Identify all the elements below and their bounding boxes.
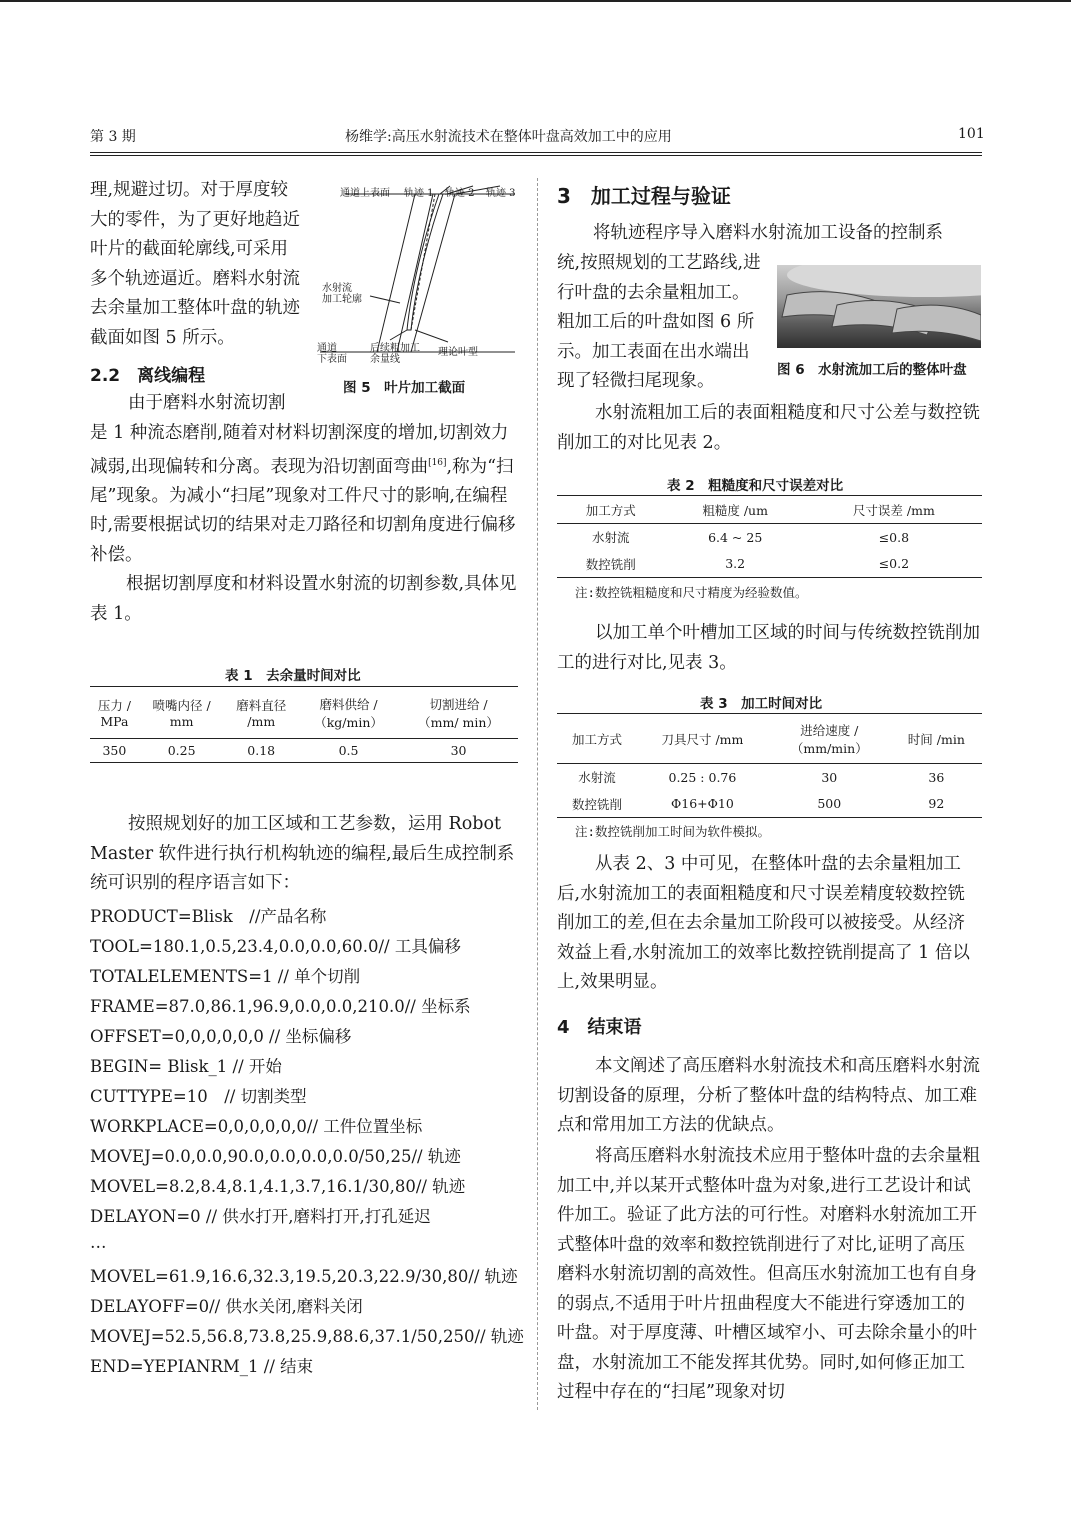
code-line: PRODUCT=Blisk //产品名称: [90, 907, 327, 926]
table-row: [557, 764, 982, 791]
table-row: [557, 791, 982, 818]
table1-header-nozzle: 喷嘴内径 / mm: [152, 698, 211, 729]
paragraph-4b: 将高压磨料水射流技术应用于整体叶盘的去余量粗加工中,并以某开式整体叶盘为对象,进行工艺设计和试件加工。验证了此方法的可行性。对磨料水射流加工开式整体叶盘的效率和数控铣削进行了对比,证明了高压磨料水射流切割的高效性。但高压水射流加工也有自身的弱点,不适用于叶片扭曲程度大不能进行穿透加工的叶盘。对于厚度薄、叶槽区域窄小、可去除余量小的叶盘，水射流加工不能发挥其优势。同时,如何修正加工过程中存在的“扫尾”现象对切: [557, 1146, 980, 1402]
code-line: CUTTYPE=10 // 切割类型: [90, 1087, 307, 1106]
code-line: WORKPLACE=0,0,0,0,0,0// 工件位置坐标: [90, 1117, 423, 1136]
table3-header-time: 时间 /min: [907, 731, 965, 747]
table-cell: 500: [817, 796, 842, 812]
table2-header-size-error: 尺寸误差 /mm: [852, 502, 935, 518]
running-title: 杨维学:高压水射流技术在整体叶盘高效加工中的应用: [345, 129, 672, 145]
code-line: …: [90, 1233, 107, 1252]
section-3-heading: 3 加工过程与验证: [557, 184, 731, 208]
table-row: [557, 551, 982, 578]
code-line: MOVEJ=52.5,56.8,73.8,25.9,88.6,37.1/50,250// 轨迹: [90, 1327, 524, 1346]
code-line: MOVEL=61.9,16.6,32.3,19.5,20.3,22.9/30,80// 轨迹: [90, 1267, 518, 1286]
table-3: [557, 713, 982, 818]
header-rule: [90, 152, 982, 153]
table-cell: 0.25: [167, 743, 196, 758]
section-2-2-heading: 2.2 离线编程: [90, 366, 206, 386]
code-line: FRAME=87.0,86.1,96.9,0.0,0.0,210.0// 坐标系: [90, 997, 471, 1016]
code-line: BEGIN= Blisk_1 // 开始: [90, 1057, 282, 1076]
table-cell: 水射流: [578, 770, 616, 786]
table3-header-feed: 进给速度 / （mm/min）: [790, 722, 868, 756]
table-cell: ≤0.8: [878, 529, 910, 545]
table-1: [90, 686, 518, 763]
table-row: [557, 524, 982, 551]
code-line: END=YEPIANRM_1 // 结束: [90, 1357, 314, 1376]
table2-header-method: 加工方式: [585, 502, 636, 518]
paragraph-3a-line1: 将轨迹程序导入磨料水射流加工设备的控制系: [593, 223, 943, 243]
table-cell: 数控铣削: [571, 796, 622, 812]
column-divider: [537, 178, 538, 1410]
paragraph-2-2a-start: 由于磨料水射流切割: [128, 393, 286, 413]
table-cell: 0.25 : 0.76: [668, 769, 737, 785]
table-cell: 30: [821, 769, 838, 785]
table-2: [557, 495, 982, 578]
fig5-label-margin: 后续粗加工 余量线: [370, 343, 420, 365]
table-cell: 92: [928, 796, 945, 812]
paragraph-4a: 本文阐述了高压磨料水射流技术和高压磨料水射流切割设备的原理，分析了整体叶盘的结构特点、加工难点和常用加工方法的优缺点。: [557, 1056, 980, 1135]
paragraph-intro: 理,规避过切。对于厚度较大的零件，为了更好地趋近叶片的截面轮廓线,可采用多个轨迹逼近。磨料水射流去余量加工整体叶盘的轨迹截面如图 5 所示。: [90, 180, 300, 348]
table2-header-roughness: 粗糙度 /um: [702, 502, 768, 518]
table-cell: 3.2: [725, 556, 746, 572]
code-line: DELAYON=0 // 供水打开,磨料打开,打孔延迟: [90, 1207, 431, 1226]
table-cell: 350: [102, 743, 127, 758]
table-cell: 水射流: [592, 530, 630, 546]
table3-note: 注:数控铣削加工时间为软件模拟。: [575, 824, 771, 839]
fig5-label-contour: 水射流 加工轮廓: [322, 283, 362, 305]
top-border: [0, 0, 1071, 2]
code-line: TOTALELEMENTS=1 // 单个切削: [90, 967, 361, 986]
table3-caption: 表 3 加工时间对比: [700, 696, 823, 712]
table-cell: 6.4 ~ 25: [708, 529, 763, 545]
section-4-heading: 4 结束语: [557, 1017, 642, 1038]
fig5-caption: 图 5 叶片加工截面: [343, 380, 466, 396]
figure-5-blade-section: [315, 180, 520, 365]
code-line: MOVEJ=0.0,0.0,90.0,0.0,0.0,0.0/50,25// 轨迹: [90, 1147, 461, 1166]
table-row: [90, 739, 518, 763]
table-cell: 36: [928, 769, 945, 785]
code-line: OFFSET=0,0,0,0,0,0 // 坐标偏移: [90, 1027, 352, 1046]
table-cell: 数控铣削: [585, 556, 636, 572]
code-line: DELAYOFF=0// 供水关闭,磨料关闭: [90, 1297, 363, 1316]
table2-caption: 表 2 粗糙度和尺寸误差对比: [667, 478, 844, 494]
fig5-label-bottom: 通道 下表面: [317, 343, 347, 365]
paragraph-3b: 水射流粗加工后的表面粗糙度和尺寸公差与数控铣削加工的对比见表 2。: [557, 403, 980, 453]
table-cell: 0.5: [338, 743, 359, 758]
fig5-label-track2: 轨迹 2: [445, 188, 475, 199]
table1-header-pressure: 压力 / MPa: [97, 698, 131, 729]
table-cell: 0.18: [247, 743, 276, 758]
table3-header-tool-size: 刀具尺寸 /mm: [661, 731, 744, 747]
fig5-label-track1: 轨迹 1: [404, 188, 434, 199]
paragraph-2-2b: 根据切割厚度和材料设置水射流的切割参数,具体见表 1。: [90, 574, 517, 624]
paragraph-2-2a: 是 1 种流态磨削,随着对材料切割深度的增加,切割效力减弱,出现偏转和分离。表现为沿切割面弯曲[16],称为“扫尾”现象。为减小“扫尾”现象对工件尺寸的影响,在编程时,需要根据试切的结果对走刀路径和切割角度进行偏移补偿。: [90, 423, 516, 565]
paragraph-robot-master: 按照规划好的加工区域和工艺参数，运用 Robot Master 软件进行执行机构轨迹的编程,最后生成控制系统可识别的程序语言如下：: [90, 814, 515, 893]
table1-header-cut-feed: 切割进给 / （mm/ min）: [418, 696, 499, 730]
code-line: TOOL=180.1,0.5,23.4,0.0,0.0,60.0// 工具偏移: [90, 937, 461, 956]
fig5-label-top-surface: 通道上表面: [340, 188, 390, 199]
table1-header-abrasive-size: 磨料直径 /mm: [236, 698, 287, 729]
table1-caption: 表 1 去余量时间对比: [225, 668, 361, 684]
paragraph-3d: 从表 2、3 中可见，在整体叶盘的去余量粗加工后,水射流加工的表面粗糙度和尺寸误差精度较数控铣削加工的差,但在去余量加工阶段可以被接受。从经济效益上看,水射流加工的效率比数控铣削提高了 1 倍以上,效果明显。: [557, 854, 970, 992]
fig5-label-profile: 理论叶型: [438, 347, 478, 358]
paragraph-3c: 以加工单个叶槽加工区域的时间与传统数控铣削加工的进行对比,见表 3。: [557, 623, 980, 673]
table-cell: ≤0.2: [878, 556, 910, 572]
table-cell: 30: [450, 743, 467, 758]
page-number: 101: [958, 126, 985, 142]
header-rule-thin: [90, 155, 982, 156]
table1-header-abrasive-feed: 磨料供给 / （kg/min）: [314, 696, 383, 730]
table2-note: 注:数控铣粗糙度和尺寸精度为经验数值。: [575, 585, 808, 600]
fig5-label-track3: 轨迹 3: [486, 188, 516, 199]
code-line: MOVEL=8.2,8.4,8.1,4.1,3.7,16.1/30,80// 轨迹: [90, 1177, 466, 1196]
fig6-caption: 图 6 水射流加工后的整体叶盘: [777, 362, 967, 378]
table3-header-method: 加工方式: [571, 731, 622, 747]
paragraph-3a: 统,按照规划的工艺路线,进行叶盘的去余量粗加工。粗加工后的叶盘如图 6 所示。加工表面在出水端出现了轻微扫尾现象。: [557, 253, 761, 391]
figure-6-blisk-photo: [777, 265, 981, 348]
issue-number: 第 3 期: [90, 129, 136, 145]
table-cell: Φ16+Φ10: [671, 796, 734, 812]
